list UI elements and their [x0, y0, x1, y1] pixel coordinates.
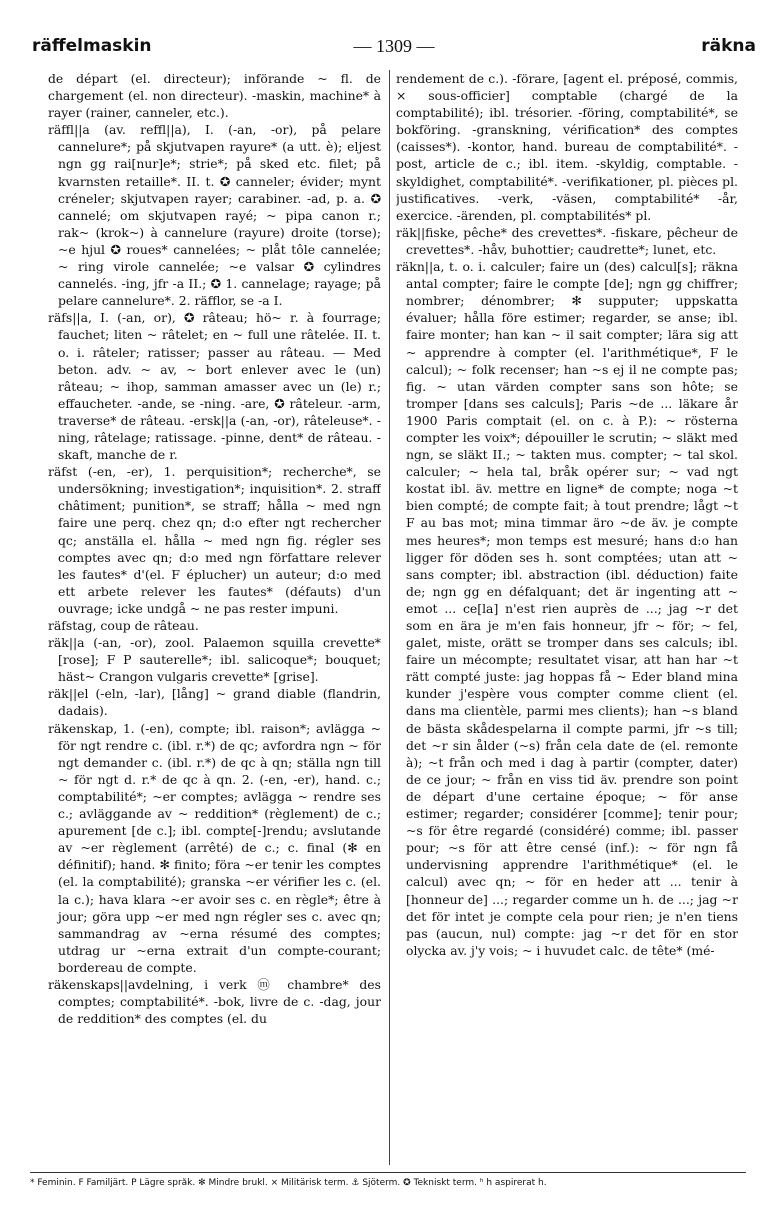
dictionary-entry: räkenskaps||avdelning, i verk ⓜ chambre* des comptes; comptabilité*. -bok, livre de c. -dag, jour de reddition* des comptes (el. du: [48, 976, 381, 1027]
dictionary-entry: räkenskap, 1. (-en), compte; ibl. raison*; avlägga ~ för ngt rendre c. (ibl. r.*) de qc; avfordra ngn ~ för ngt demander c. (ibl. r.*) de qc à qn; ställa ngn till ~ för ngt d. r.* de qc à qn. 2. (-en, -er), hand. c.; comptabilité*; ~er comptes; avlägga ~ rendre ses c.; avläggande av ~ reddition* (règlement) de c.; apurement [de c.]; ibl. compte[-]rendu; avslutande av ~er règlement (arrêté) de c.; c. final (✻ en définitif); hand. ✻ finito; föra ~er tenir les comptes (el. la comptabilité); granska ~er vérifier les c. (el. la c.); hava klara ~er avoir ses c. en règle*; être à jour; göra upp ~er med ngn régler ses c. avec qn; sammandrag av ~erna résumé des comptes; utdrag ur ~erna extrait d'un compte-courant; bordereau de compte.: [48, 720, 381, 975]
dictionary-entry: räk||a (-an, -or), zool. Palaemon squilla crevette* [rose]; F P sauterelle*; ibl. salicoque*; bouquet; häst~ Crangon vulgaris crevette* [grise].: [48, 635, 381, 685]
dictionary-entry: räk||fiske, pêche* des crevettes*. -fiskare, pêcheur de crevettes*. -håv, buhottier; caudrette*; lunet, etc.: [396, 224, 738, 257]
page-header: [32, 36, 756, 62]
column-divider: [389, 70, 390, 1165]
abbreviation-key: * Feminin. F Familjärt. P Lägre språk. ✻ Mindre brukl. ⨯ Militärisk term. ⚓ Sjöterm. ✪ Tekniskt term. ʰ h aspirerat h.: [30, 1178, 547, 1188]
page-number: — 1309 —: [353, 36, 435, 56]
header-right-guideword: räkna: [701, 36, 756, 56]
dictionary-entry: räk||el (-eln, -lar), [lång] ~ grand diable (flandrin, dadais).: [48, 686, 381, 719]
dictionary-entry: räfst (-en, -er), 1. perquisition*; recherche*, se undersökning; investigation*; inquisition*. 2. straff châtiment; punition*, se straff; hålla ~ med ngn faire une perq. chez qn; d:o efter ngt rechercher qc; anställa el. hålla ~ med ngn fig. régler ses comptes avec qn; d:o med ngn författare relever les fautes* d'(el. F éplucher) un auteur; d:o med ett arbete relever les fautes* (défauts) d'un ouvrage; icke undgå ~ ne pas rester impuni.: [48, 464, 381, 616]
dictionary-entry: räfs||a, I. (-an, or), ✪ râteau; hö~ r. à fourrage; fauchet; liten ~ râtelet; en ~ full une râtelée. II. t. o. i. râteler; ratisser; passer au râteau. — Med beton. adv. ~ av, ~ bort enlever avec le (un) râteau; ~ ihop, samman amasser avec un (le) r.; effaucheter. -ande, se -ning. -are, ✪ râteleur. -arm, traverse* de râteau. -ersk||a (-an, -or), râteleuse*. -ning, râtelage; ratissage. -pinne, dent* de râteau. -skaft, manche de r.: [48, 310, 381, 463]
left-column: [48, 70, 381, 1165]
header-left-guideword: räffelmaskin: [32, 36, 152, 56]
footer-rule: [30, 1172, 746, 1173]
dictionary-entry: de départ (el. directeur); införande ~ fl. de chargement (el. non directeur). -maskin, machine* à rayer (rainer, canneler, etc.).: [48, 71, 381, 121]
dictionary-entry: räkn||a, t. o. i. calculer; faire un (des) calcul[s]; räkna antal compter; faire le compte [de]; ngn gg chiffrer; nombrer; dénombrer; ✻ supputer; uppskatta évaluer; hålla före estimer; regarder, se anse; ibl. faire monter; han kan ~ il sait compter; lära sig att ~ apprendre à compter (el. l'arithmétique*, F le calcul); ~ folk recenser; han ~s ej il ne compte pas; fig. ~ utan värden compter sans son hôte; se tromper [dans ses calculs]; Paris ~de ... läkare år 1900 Paris comptait (el. on c. à P.): ~ rösterna compter les voix*; dépouiller le scrutin; ~ släkt med ngn, se släkt II.; ~ takten mus. compter; ~ tal skol. calculer; ~ hela tal, bråk opérer sur; ~ vad ngt kostat ibl. äv. mettre en ligne* de compte; noga ~t bien compté; de compte fait; à tout prendre; lågt ~t F au bas mot; mina timmar äro ~de äv. je compte mes heures*; mon temps est mesuré; hans d:o han ligger för döden ses h. sont comptées; utan att ~ sans compter; ibl. abstraction (ibl. déduction) faite de; ngn gg en défalquant; det är ingenting att ~ emot ... ce[la] n'est rien auprès de ...; jag ~r det som en ära je m'en fais honneur, jfr ~ för; ~ fel, galet, miste, orätt se tromper dans ses calculs; ibl. faire un mécompte; resultatet visar, att han har ~t rätt compté juste: jag hoppas få ~ Eder bland mina kunder j'espère vous compter comme client (el. dans ma clientèle, parmi mes clients); han ~s bland de bästa skådespelarna il compte parmi, jfr ~s till; det ~r sin ålder (~s) från cela date de (el. remonte à); ~t från och med i dag à partir (compter, dater) de ce jour; ~ från en viss tid äv. prendre son point de départ d'une certaine époque; ~ för anse estimer; regarder; considérer [comme]; tenir pour; ~s för être regardé (considéré) comme; ibl. passer pour; ~s för att être censé (inf.): ~ för ngn få undervisning apprendre l'arithmétique* (el. le calcul) avec qn; ~ för en heder att ... tenir à [honneur de] ...; regarder comme un h. de ...; jag ~r det för intet je compte cela pour rien; je n'en tiens pas (aucun, nul) compte: jag ~r det för en stor olycka av. j'y vois; ~ i huvudet calc. de tête* (mé-: [396, 259, 738, 958]
dictionary-entry: rendement de c.). -förare, [agent el. préposé, commis, ⨯ sous-officier] comptable (chargé de la comptabilité); ibl. trésorier. -föring, comptabilité*, se bokföring. -granskning, vérification* des comptes (caisses*). -kontor, hand. bureau de comptabilité*. -post, article de c.; ibl. item. -skyldig, comptable. -skyldighet, comptabilité*. -verifikationer, pl. pièces pl. justificatives. -verk, -väsen, comptabilité* -år, exercice. -ärenden, pl. comptabilités* pl.: [396, 71, 738, 223]
right-column: [396, 70, 738, 1165]
dictionary-entry: räfstag, coup de râteau.: [48, 618, 199, 633]
dictionary-entry: räffl||a (av. reffl||a), I. (-an, -or), på pelare cannelure*; på skjutvapen rayure* (a utt. è); eljest ngn gg rai[nur]e*; strie*; på sked etc. filet; på kvarnsten retaille*. II. t. ✪ canneler; évider; mynt créneler; skjutvapen rayer; carabiner. -ad, p. a. ✪ cannelé; om skjutvapen rayé; ~ pipa canon r.; rak~ (krok~) à cannelure (rayure) droite (torse); ~e hjul ✪ roues* cannelées; ~ plåt tôle cannelée; ~ ring virole cannelée; ~e valsar ✪ cylindres cannelés. -ing, jfr -a II.; ✪ 1. cannelage; rayage; på pelare cannelure*. 2. räfflor, se -a I.: [48, 122, 381, 309]
